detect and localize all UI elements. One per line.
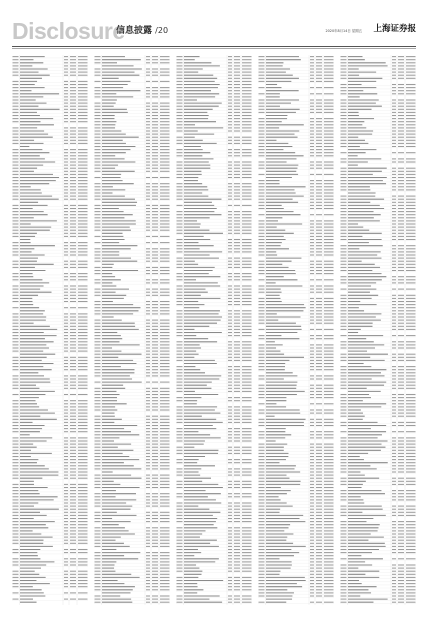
table-column-1 [12, 55, 88, 605]
section-title-text: 信息披露 [116, 26, 153, 36]
table-column-3-rows [176, 55, 252, 605]
table-column-2 [94, 55, 170, 605]
table-column-4 [258, 55, 334, 605]
table-column-2-rows [94, 55, 170, 605]
fund-table-columns [12, 55, 416, 605]
table-column-4-rows [258, 55, 334, 605]
issue-date: 2020年8月14日 星期五 [325, 29, 362, 33]
table-column-1-rows [12, 55, 88, 605]
masthead-wordmark: Disclosure [12, 18, 125, 44]
section-title [116, 25, 168, 37]
table-column-5 [340, 55, 416, 605]
header-rule [12, 46, 416, 47]
page-number: /20 [155, 26, 169, 35]
header-rule-thin [12, 48, 416, 49]
table-column-5-rows [340, 55, 416, 605]
table-column-3 [176, 55, 252, 605]
page-header [12, 20, 416, 48]
newspaper-name: 上海证券报 [373, 24, 416, 34]
